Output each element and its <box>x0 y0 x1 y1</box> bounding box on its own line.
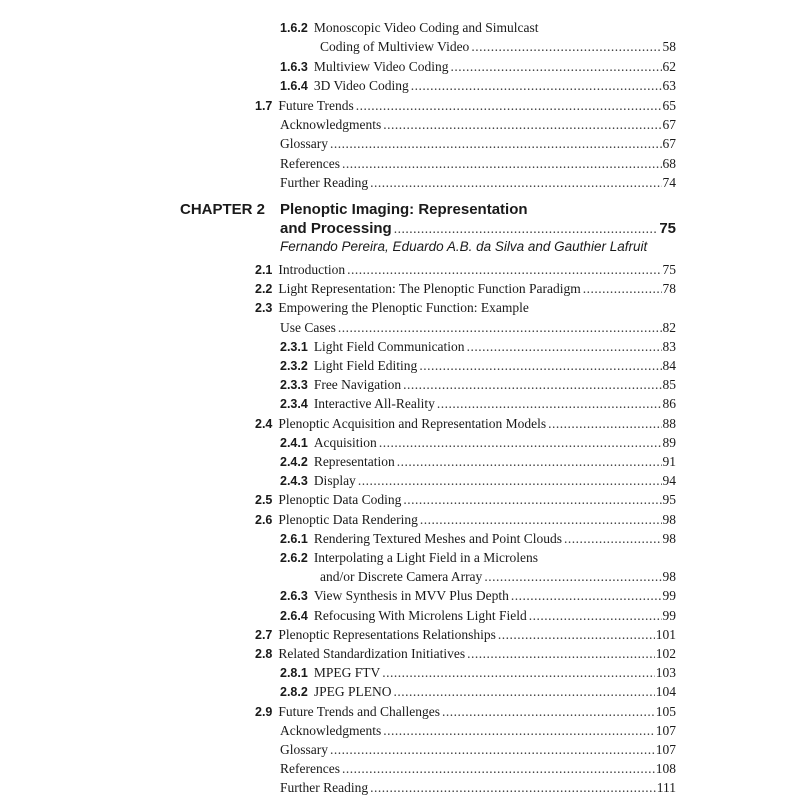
chapter-page-number: 75 <box>659 220 676 237</box>
chapter-label: CHAPTER 2 <box>180 201 266 218</box>
toc-entry[interactable] <box>280 396 676 416</box>
section-number: 2.6.3 <box>280 589 308 604</box>
section-title: Light Field Editing <box>313 358 418 373</box>
toc-entry-unnumbered[interactable] <box>320 569 676 589</box>
section-title: 3D Video Coding <box>313 78 409 94</box>
section-title: References <box>280 155 340 171</box>
page-number: 85 <box>662 377 676 393</box>
toc-entry[interactable] <box>280 665 676 685</box>
section-number: 2.4 <box>255 416 273 431</box>
section-title: Empowering the Plenoptic Function: Example <box>278 300 529 316</box>
section-title: Acknowledgments <box>280 117 382 132</box>
toc-entry-unnumbered[interactable] <box>280 156 676 176</box>
section-number: 2.3.2 <box>280 359 308 373</box>
leader-dots <box>467 339 662 355</box>
section-number: 2.6 <box>255 512 273 527</box>
leader-dots <box>420 512 662 528</box>
page-number: 86 <box>662 396 676 412</box>
toc-entry-unnumbered[interactable] <box>280 320 676 340</box>
leader-dots <box>342 761 655 777</box>
section-number: 1.7 <box>255 98 273 113</box>
section-title: Refocusing With Microlens Light Field <box>313 607 527 623</box>
leader-dots <box>498 627 655 643</box>
toc-entry-unnumbered[interactable] <box>280 742 676 762</box>
toc-entry[interactable] <box>280 59 676 79</box>
toc-entry[interactable] <box>255 646 676 666</box>
toc-entry[interactable] <box>280 78 676 98</box>
toc-entry[interactable] <box>255 300 676 320</box>
page-number: 98 <box>662 530 676 546</box>
page-number: 62 <box>662 58 676 74</box>
toc-entry[interactable] <box>255 512 676 532</box>
toc-entry[interactable] <box>280 20 676 40</box>
page-number: 108 <box>655 761 676 777</box>
leader-dots <box>370 175 661 191</box>
leader-dots <box>342 156 662 172</box>
section-title: Free Navigation <box>313 377 402 393</box>
leader-dots <box>403 492 661 508</box>
page-number: 111 <box>656 780 676 796</box>
section-title: Interactive All-Reality <box>313 396 435 412</box>
section-title: Glossary <box>280 136 328 152</box>
page-number: 98 <box>662 569 676 585</box>
chapter-authors: Fernando Pereira, Eduardo A.B. da Silva and Gauthier Lafruit <box>280 239 648 254</box>
leader-dots <box>330 742 655 758</box>
leader-dots <box>564 531 662 547</box>
toc-entry[interactable] <box>280 531 676 551</box>
section-number: 2.8.2 <box>280 685 308 700</box>
leader-dots <box>383 723 655 739</box>
page-number: 102 <box>655 646 676 661</box>
toc-entry[interactable] <box>255 281 676 301</box>
section-number: 2.6.2 <box>280 551 308 565</box>
section-title: Rendering Textured Meshes and Point Clouds <box>313 530 562 546</box>
page-number: 67 <box>662 117 676 132</box>
chapter-title-text: Plenoptic Imaging: Representation <box>280 201 528 218</box>
toc-entry[interactable] <box>280 684 676 704</box>
section-title: Coding of Multiview Video <box>320 39 470 55</box>
leader-dots <box>383 117 661 133</box>
page-number: 68 <box>662 155 676 171</box>
page-number: 74 <box>662 175 676 191</box>
section-title: Light Representation: The Plenoptic Function Paradigm <box>278 281 581 297</box>
toc-entry[interactable] <box>280 358 676 378</box>
leader-dots <box>338 320 662 336</box>
toc-entry-unnumbered[interactable] <box>280 136 676 156</box>
page-number: 67 <box>662 136 676 152</box>
toc-entry[interactable] <box>280 435 676 455</box>
toc-entry[interactable] <box>255 704 676 724</box>
section-number: 2.3.1 <box>280 339 308 354</box>
page-number: 98 <box>662 511 676 527</box>
section-number: 2.6.4 <box>280 608 308 623</box>
leader-dots <box>583 281 662 297</box>
leader-dots <box>394 221 659 237</box>
section-number: 2.8.1 <box>280 666 308 681</box>
toc-entry-unnumbered[interactable] <box>280 723 676 743</box>
toc-entry[interactable] <box>280 473 676 493</box>
chapter-title-line-2[interactable] <box>280 220 676 240</box>
section-title: and/or Discrete Camera Array <box>320 569 483 585</box>
leader-dots <box>370 780 656 796</box>
section-number: 2.9 <box>255 704 273 719</box>
leader-dots <box>484 569 661 585</box>
page-number: 88 <box>662 415 676 431</box>
page-number: 91 <box>662 454 676 469</box>
section-number: 2.7 <box>255 627 273 642</box>
leader-dots <box>471 39 661 55</box>
section-title: Plenoptic Representations Relationships <box>278 626 496 642</box>
toc-entry[interactable] <box>280 608 676 628</box>
section-title: Plenoptic Acquisition and Representation Models <box>278 415 547 431</box>
section-number: 2.3.3 <box>280 378 308 393</box>
toc-entry[interactable] <box>280 454 676 474</box>
section-title: Interpolating a Light Field in a Microlens <box>313 550 539 565</box>
toc-entry[interactable] <box>280 339 676 359</box>
section-title: Light Field Communication <box>313 338 465 354</box>
toc-entry-unnumbered[interactable] <box>280 780 676 800</box>
section-title: Glossary <box>280 742 328 757</box>
section-number: 2.4.1 <box>280 435 308 450</box>
leader-dots <box>467 646 655 662</box>
page-number: 95 <box>662 492 676 508</box>
page-number: 78 <box>662 281 676 297</box>
toc-entry[interactable] <box>280 377 676 397</box>
chapter-title-line-1[interactable] <box>280 201 676 221</box>
toc-entry[interactable] <box>280 588 676 608</box>
section-title: Acknowledgments <box>280 722 382 738</box>
section-number: 2.8 <box>255 647 273 661</box>
section-title: Multiview Video Coding <box>313 58 449 74</box>
leader-dots <box>419 358 661 374</box>
leader-dots <box>442 704 655 720</box>
page-number: 89 <box>662 434 676 450</box>
section-title: MPEG FTV <box>313 665 381 681</box>
page-number: 94 <box>662 473 676 489</box>
toc-entry[interactable] <box>280 550 676 570</box>
toc-entry-unnumbered[interactable] <box>280 175 676 195</box>
section-title: Display <box>313 473 356 489</box>
toc-entry-unnumbered[interactable] <box>320 39 676 59</box>
toc-entry[interactable] <box>255 262 676 282</box>
leader-dots <box>451 59 662 75</box>
leader-dots <box>437 396 662 412</box>
toc-entry[interactable] <box>255 627 676 647</box>
section-title: Future Trends <box>278 97 354 113</box>
page-number: 63 <box>662 78 676 94</box>
section-title: Use Cases <box>280 319 336 335</box>
page-number: 58 <box>662 39 676 55</box>
page-number: 75 <box>662 262 676 277</box>
toc-entry[interactable] <box>255 416 676 436</box>
section-title: Representation <box>313 454 395 469</box>
leader-dots <box>397 454 662 470</box>
page-number: 101 <box>655 626 676 642</box>
section-title: Acquisition <box>313 434 377 450</box>
section-number: 2.3 <box>255 301 273 316</box>
page-number: 84 <box>662 358 676 373</box>
leader-dots <box>382 665 655 681</box>
page-number: 65 <box>662 97 676 113</box>
section-title: View Synthesis in MVV Plus Depth <box>313 588 509 604</box>
section-title: Plenoptic Data Coding <box>278 492 402 508</box>
leader-dots <box>379 435 662 451</box>
section-number: 2.4.2 <box>280 455 308 469</box>
section-number: 1.6.4 <box>280 79 308 94</box>
page-number: 99 <box>662 607 676 623</box>
page-number: 99 <box>662 588 676 604</box>
toc-entry[interactable] <box>255 492 676 512</box>
leader-dots <box>347 262 661 278</box>
section-title: Further Reading <box>280 175 369 191</box>
leader-dots <box>393 684 654 700</box>
leader-dots <box>548 416 661 432</box>
leader-dots <box>356 98 662 114</box>
section-number: 2.4.3 <box>280 474 308 489</box>
section-number: 1.6.3 <box>280 59 308 74</box>
toc-entry-unnumbered[interactable] <box>280 761 676 781</box>
section-title: Plenoptic Data Rendering <box>278 511 418 527</box>
chapter-title-text: and Processing <box>280 220 392 237</box>
section-title: References <box>280 761 340 777</box>
section-title: Introduction <box>278 262 346 277</box>
page-number: 104 <box>655 684 676 700</box>
section-title: Related Standardization Initiatives <box>278 646 466 661</box>
section-number: 2.2 <box>255 282 273 297</box>
section-title: Further Reading <box>280 780 369 796</box>
toc-entry-unnumbered[interactable] <box>280 117 676 137</box>
leader-dots <box>529 608 662 624</box>
page-number: 103 <box>655 665 676 681</box>
leader-dots <box>403 377 661 393</box>
leader-dots <box>411 78 662 94</box>
section-number: 2.6.1 <box>280 531 308 546</box>
section-number: 2.3.4 <box>280 397 308 412</box>
page-number: 107 <box>655 722 676 738</box>
page-number: 107 <box>655 742 676 757</box>
page-number: 83 <box>662 338 676 354</box>
section-title: Future Trends and Challenges <box>278 703 441 719</box>
leader-dots <box>511 588 662 604</box>
section-title: JPEG PLENO <box>313 684 392 700</box>
toc-entry[interactable] <box>255 98 676 118</box>
section-number: 1.6.2 <box>280 21 308 35</box>
section-title: Monoscopic Video Coding and Simulcast <box>313 20 539 35</box>
section-number: 2.1 <box>255 263 273 277</box>
section-number: 2.5 <box>255 493 273 508</box>
leader-dots <box>330 136 662 152</box>
leader-dots <box>358 473 662 489</box>
page-number: 105 <box>655 703 676 719</box>
page-number: 82 <box>662 319 676 335</box>
